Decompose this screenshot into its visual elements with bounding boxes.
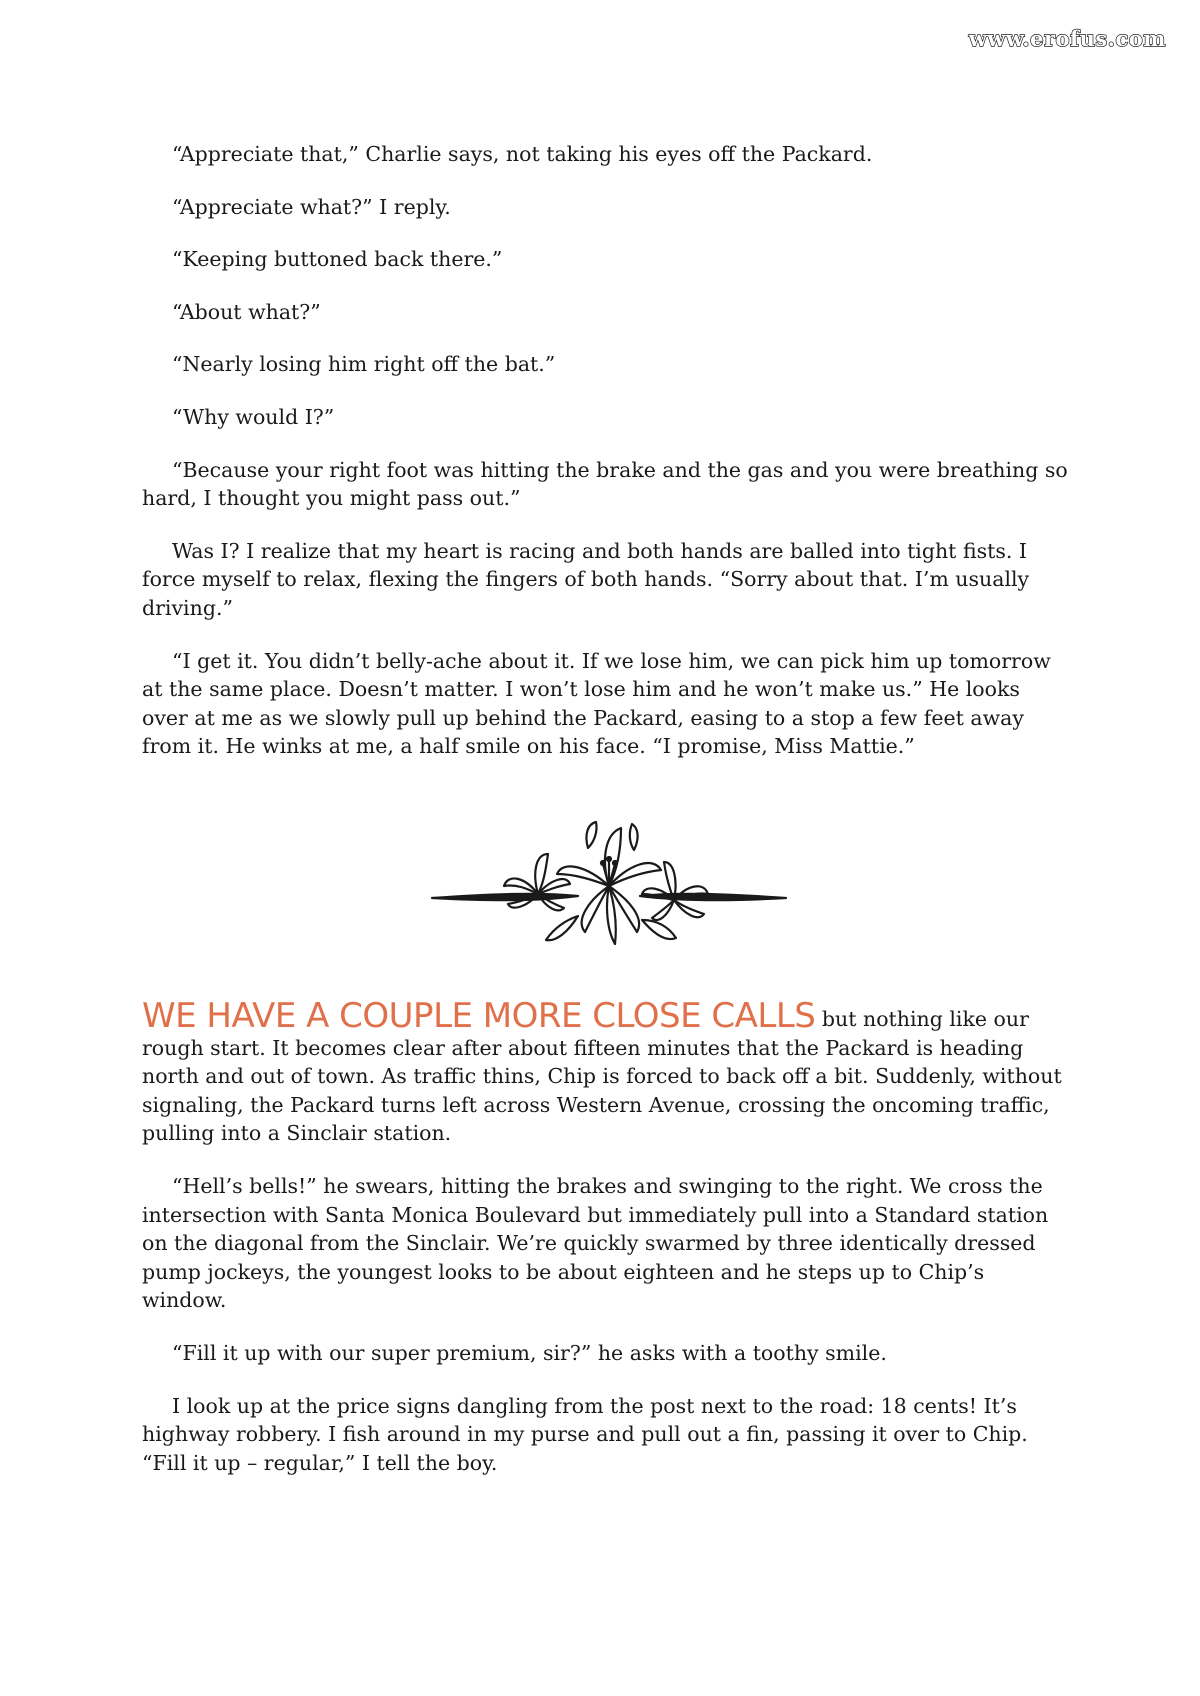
paragraph: “I get it. You didn’t belly-ache about it. If we lose him, we can pick him up tomorrow at the same place. Doesn’t matter. I won’t lose him and he won’t make us.” He looks over at me as we slowly pull up behind the Packard, easing to a stop a few feet away from it. He winks at me, a half smile on his face. “I promise, Miss Mattie.” (142, 648, 1051, 759)
paragraph: Was I? I realize that my heart is racing and both hands are balled into tight fists. I force myself to relax, flexing the fingers of both hands. “Sorry about that. I’m usually driving.” (142, 538, 1030, 620)
paragraph: “Keeping buttoned back there.” (172, 247, 503, 272)
opening-paragraph-text: but nothing like our rough start. It becomes clear after about fifteen minutes that the Packard is heading north and out of town. As traffic thins, Chip is forced to back off a bit. Suddenly, without signaling, the Packard turns left across Western Avenue, crossing the oncoming traffic, pulling into a Sinclair station. (142, 1007, 1062, 1146)
paragraph: “Why would I?” (172, 404, 335, 429)
paragraph: “Appreciate that,” Charlie says, not taking his eyes off the Packard. (172, 142, 873, 166)
watermark: www.erofus.com (968, 26, 1166, 51)
opening-paragraph (142, 996, 1070, 1148)
section-lead-in: WE HAVE A COUPLE MORE CLOSE CALLS (142, 996, 816, 1036)
paragraph: “Nearly losing him right off the bat.” (172, 352, 556, 377)
paragraph: “Appreciate what?” I reply. (172, 194, 451, 219)
section-1 (142, 140, 1070, 785)
paragraph: I look up at the price signs dangling from the post next to the road: 18 cents! It’s highway robbery. I fish around in my purse and pull out a fin, passing it over to Chip. “Fill it up – regular,” I tell the boy. (142, 1393, 1028, 1475)
paragraph: “Fill it up with our super premium, sir?” he asks with a toothy smile. (172, 1340, 887, 1365)
paragraph: “About what?” (172, 299, 321, 324)
paragraph: “Because your right foot was hitting the brake and the gas and you were breathing so hard, I thought you might pass out.” (142, 457, 1068, 511)
lily-flowers-divider-icon (428, 820, 790, 976)
paragraph: “Hell’s bells!” he swears, hitting the brakes and swinging to the right. We cross the intersection with Santa Monica Boulevard but immediately pull into a Standard station on the diagonal from the Sinclair. We’re quickly swarmed by three identically dressed pump jockeys, the youngest looks to be about eighteen and he steps up to Chip’s window. (142, 1173, 1049, 1313)
section-2 (142, 996, 1070, 1501)
